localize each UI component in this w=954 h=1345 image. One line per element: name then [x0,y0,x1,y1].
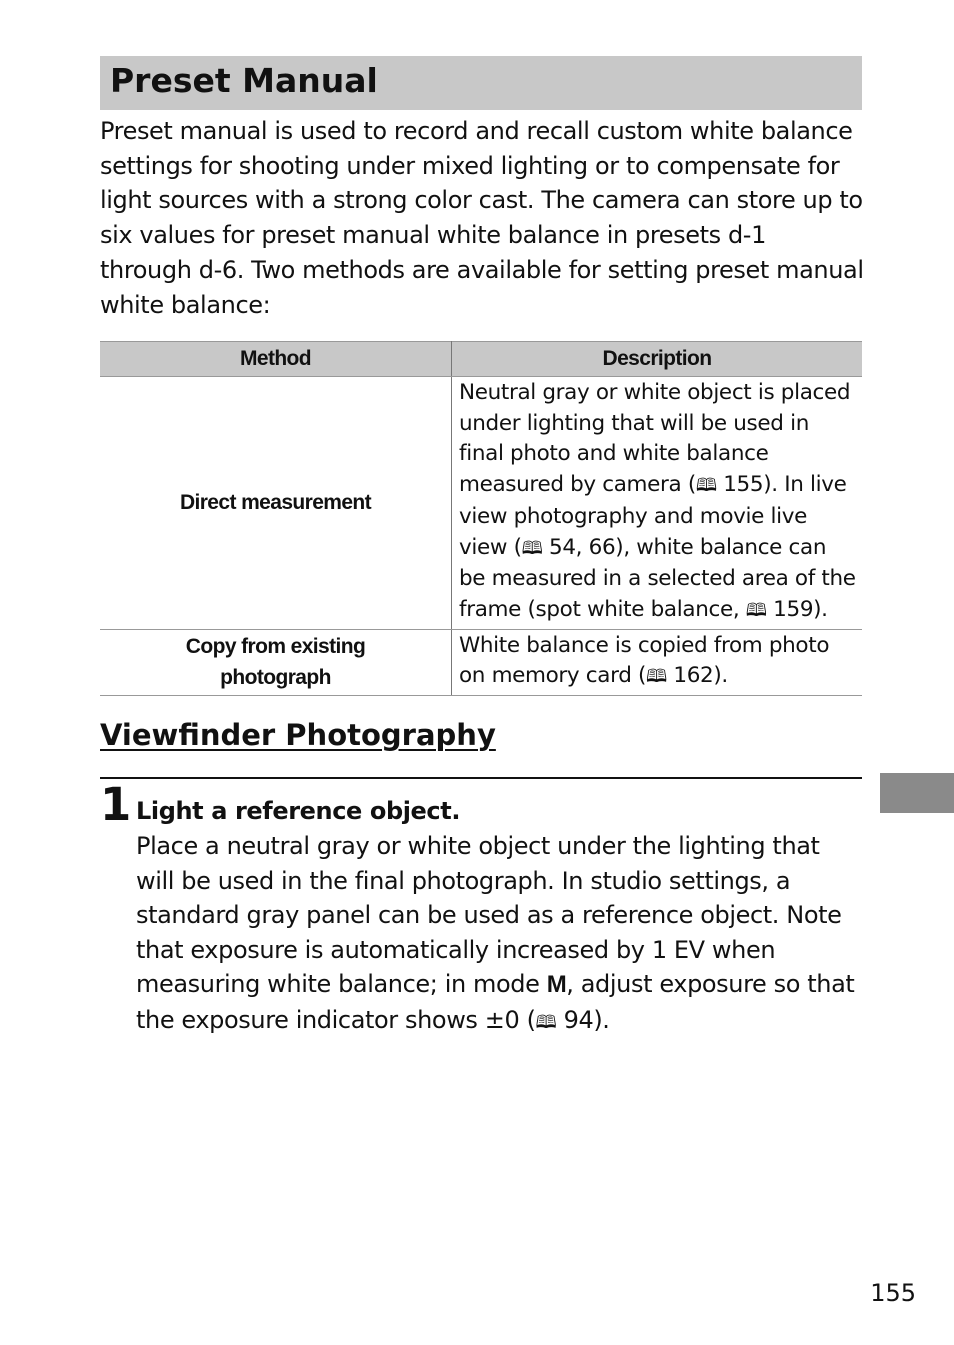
column-header-description: Description [452,342,863,377]
description-text: 162). [666,663,728,689]
description-text: White balance is copied from photo on memory card ( [459,632,830,689]
section-heading: Viewfinder Photography [100,718,496,752]
method-cell: Direct measurement [100,377,452,630]
book-reference-icon: 🕮 [646,666,667,688]
step-title: Light a reference object. [136,797,461,825]
table-row [100,629,862,695]
heading-bar [100,56,862,110]
description-text: Neutral gray or white object is placed under lighting that will be used in final photo and white balance measured by camera ( [459,380,851,498]
intro-paragraph: Preset manual is used to record and recall custom white balance settings for shooting under mixed lighting or to compensate for light sources with a strong color cast. The camera can store up to six values for preset manual white balance in presets d-1 through d-6. Two methods are available for setting preset manual white balance: [100,117,864,319]
step-text: , adjust exposure so that the exposure indicator shows ±0 ( [136,970,855,1034]
description-cell [452,629,863,695]
mode-letter: M [546,971,567,998]
description-text: 159). [766,596,828,622]
book-reference-icon: 🕮 [745,599,767,621]
table-row [100,377,862,630]
step-number: 1 [100,778,132,831]
method-cell: Copy from existing photograph [100,629,452,695]
methods-table [100,341,862,696]
page-title: Preset Manual [110,61,378,100]
description-text: 155). In live view photography and movie live view ( [459,472,847,560]
step-body [136,829,864,1040]
section-divider [100,777,862,779]
column-header-method: Method [100,342,452,377]
chapter-tab-marker [880,773,954,813]
page-number: 155 [870,1279,916,1307]
description-text: 54, 66), white balance can be measured in a selected area of the frame (spot white balance, [459,534,856,622]
table-header-row [100,342,862,377]
book-reference-icon: 🕮 [521,537,543,559]
step-text: 94). [556,1005,610,1034]
description-cell [452,377,863,630]
book-reference-icon: 🕮 [535,1011,557,1033]
step-text: Place a neutral gray or white object under the lighting that will be used in the final photograph. In studio settings, a standard gray panel can be used as a reference object. Note that exposure is automatically increased by 1 EV when measuring white balance; in mode [136,832,842,998]
book-reference-icon: 🕮 [695,475,717,497]
